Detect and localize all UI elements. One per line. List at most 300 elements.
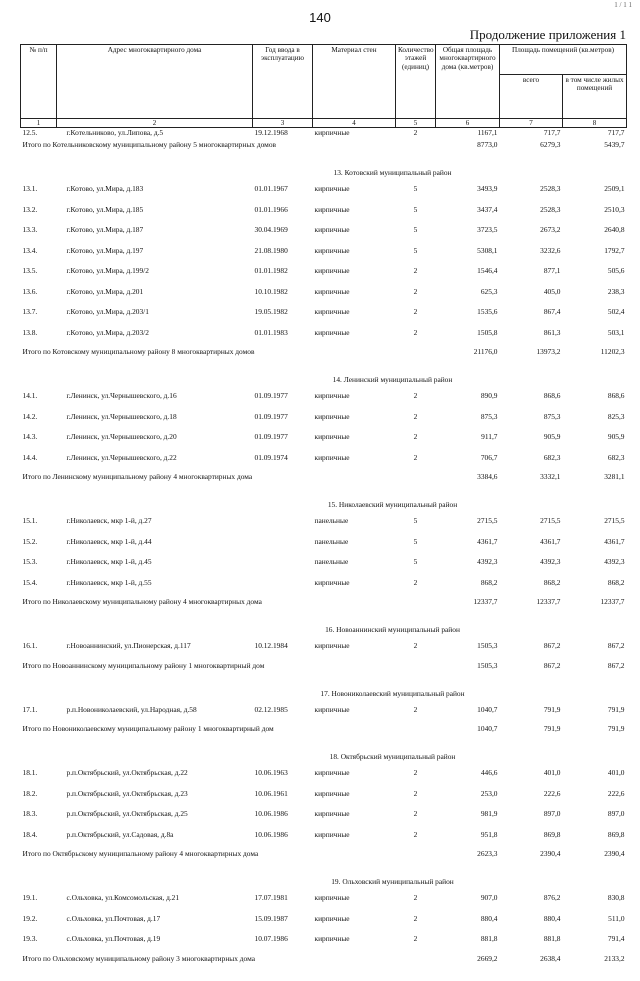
row-year: 15.09.1987	[254, 913, 288, 923]
row-number: 14.3.	[22, 432, 38, 442]
row-number: 15.2.	[22, 536, 38, 546]
row-number: 13.4.	[22, 245, 38, 255]
district-name: 17. Новониколаевский муниципальный район	[320, 688, 465, 698]
row-floors: 5	[413, 557, 418, 567]
total-label: Итого по Ленинскому муниципальному району 4 многоквартирных дома	[22, 472, 253, 482]
row-total-area: 1546,4	[477, 266, 498, 276]
row-floors: 2	[413, 128, 418, 138]
row-year: 21.08.1980	[254, 245, 288, 255]
table-row	[21, 410, 627, 431]
row-living-premises: 905,9	[607, 432, 625, 442]
total-label: Итого по Николаевскому муниципальному району 4 многоквартирных дома	[22, 597, 262, 607]
row-number: 15.1.	[22, 516, 38, 526]
row-address: г.Котово, ул.Мира, д.201	[66, 286, 144, 296]
row-living-premises: 2510,3	[604, 204, 625, 214]
row-material: кирпичные	[314, 184, 350, 194]
row-year: 17.07.1981	[254, 893, 288, 903]
table-row	[21, 912, 627, 933]
row-address: г.Котово, ул.Мира, д.183	[66, 184, 144, 194]
row-total-area: 1040,7	[477, 704, 498, 714]
row-year: 01.09.1977	[254, 411, 288, 421]
table-row	[21, 264, 627, 285]
total-living-premises: 3281,1	[604, 472, 625, 482]
row-living-premises: 830,8	[607, 893, 625, 903]
row-address: г.Котово, ул.Мира, д.185	[66, 204, 144, 214]
header-all: всего	[500, 75, 563, 119]
row-material: кирпичные	[314, 327, 350, 337]
total-area: 3384,6	[477, 472, 498, 482]
table-row	[21, 305, 627, 326]
row-year	[253, 514, 313, 535]
table-row	[21, 223, 627, 244]
row-floors: 2	[413, 641, 418, 651]
total-living-premises: 2390,4	[604, 849, 625, 859]
row-address: г.Ленинск, ул.Чернышевского, д.22	[66, 452, 177, 462]
total-row	[21, 596, 627, 624]
table-row	[21, 430, 627, 451]
col-number: 5	[396, 119, 436, 128]
row-living-premises: 503,1	[607, 327, 625, 337]
row-all-premises: 4392,3	[540, 557, 561, 567]
row-floors: 2	[413, 829, 418, 839]
row-total-area: 890,9	[480, 391, 498, 401]
row-address: г.Николаевск, мкр 1-й, д.44	[66, 536, 152, 546]
row-material: кирпичные	[314, 432, 350, 442]
district-heading	[21, 499, 627, 514]
district-heading	[21, 876, 627, 891]
row-floors: 2	[413, 809, 418, 819]
row-address: с.Ольховка, ул.Комсомольская, д.21	[66, 893, 180, 903]
row-address: г.Котово, ул.Мира, д.199/2	[66, 266, 149, 276]
row-floors: 5	[413, 184, 418, 194]
header-premises-area: Площадь помещений (кв.метров)	[500, 45, 627, 75]
table-row	[21, 326, 627, 347]
col-number: 4	[313, 119, 396, 128]
row-year: 30.04.1969	[254, 225, 288, 235]
row-living-premises: 222,6	[607, 788, 625, 798]
row-total-area: 3493,9	[477, 184, 498, 194]
table-row	[21, 389, 627, 410]
col-number: 6	[436, 119, 500, 128]
row-all-premises: 877,1	[543, 266, 561, 276]
row-living-premises: 2509,1	[604, 184, 625, 194]
row-number: 18.3.	[22, 809, 38, 819]
col-number: 3	[253, 119, 313, 128]
row-living-premises: 401,0	[607, 768, 625, 778]
row-living-premises: 869,8	[607, 829, 625, 839]
total-living-premises: 12337,7	[600, 597, 625, 607]
row-floors: 5	[413, 225, 418, 235]
total-label: Итого по Новониколаевскому муниципальному району 1 многоквартирный дом	[22, 724, 274, 734]
row-number: 19.1.	[22, 893, 38, 903]
row-number: 13.8.	[22, 327, 38, 337]
total-row	[21, 660, 627, 688]
table-row	[21, 128, 627, 140]
row-total-area: 5308,1	[477, 245, 498, 255]
row-year: 01.09.1977	[254, 391, 288, 401]
row-year: 01.01.1967	[254, 184, 288, 194]
row-number: 17.1.	[22, 704, 38, 714]
row-total-area: 253,0	[480, 788, 498, 798]
row-total-area: 3723,5	[477, 225, 498, 235]
row-material: кирпичные	[314, 934, 350, 944]
table-row	[21, 285, 627, 306]
row-total-area: 1535,6	[477, 307, 498, 317]
col-number: 7	[500, 119, 563, 128]
row-number: 13.7.	[22, 307, 38, 317]
row-floors: 5	[413, 204, 418, 214]
row-material: кирпичные	[314, 809, 350, 819]
table-row	[21, 451, 627, 472]
row-floors: 2	[413, 934, 418, 944]
row-year: 19.05.1982	[254, 307, 288, 317]
row-total-area: 868,2	[480, 577, 498, 587]
row-floors: 2	[413, 452, 418, 462]
district-name: 14. Ленинский муниципальный район	[332, 375, 453, 385]
row-floors: 5	[413, 516, 418, 526]
table-row	[21, 703, 627, 724]
row-material: панельные	[314, 536, 349, 546]
district-heading	[21, 374, 627, 389]
row-total-area: 981,9	[480, 809, 498, 819]
row-floors: 2	[413, 704, 418, 714]
row-number: 13.2.	[22, 204, 38, 214]
row-address: г.Котельниково, ул.Липова, д.5	[66, 128, 164, 138]
total-row	[21, 723, 627, 751]
total-living-premises: 867,2	[607, 660, 625, 670]
row-material: панельные	[314, 557, 349, 567]
district-heading	[21, 167, 627, 182]
table-row	[21, 932, 627, 953]
row-year: 10.06.1963	[254, 768, 288, 778]
row-living-premises: 505,6	[607, 266, 625, 276]
row-number: 18.1.	[22, 768, 38, 778]
row-living-premises: 791,9	[607, 704, 625, 714]
row-year: 10.07.1986	[254, 934, 288, 944]
table-row	[21, 244, 627, 265]
row-total-area: 907,0	[480, 893, 498, 903]
row-material: кирпичные	[314, 266, 350, 276]
row-total-area: 875,3	[480, 411, 498, 421]
row-all-premises: 875,3	[543, 411, 561, 421]
row-living-premises: 868,2	[607, 577, 625, 587]
row-address: р.п.Октябрьский, ул.Октябрьская, д.22	[66, 768, 188, 778]
district-heading	[21, 624, 627, 639]
row-number: 14.1.	[22, 391, 38, 401]
row-number: 16.1.	[22, 641, 38, 651]
total-all-premises: 12337,7	[536, 597, 561, 607]
row-material: кирпичные	[314, 893, 350, 903]
district-heading	[21, 688, 627, 703]
row-year: 10.12.1984	[254, 641, 288, 651]
row-all-premises: 4361,7	[540, 536, 561, 546]
row-living-premises: 867,2	[607, 641, 625, 651]
row-year: 10.10.1982	[254, 286, 288, 296]
total-row	[21, 953, 627, 981]
row-year: 02.12.1985	[254, 704, 288, 714]
total-all-premises: 867,2	[543, 660, 561, 670]
row-all-premises: 867,4	[543, 307, 561, 317]
table-row	[21, 807, 627, 828]
row-year: 01.09.1974	[254, 452, 288, 462]
row-all-premises: 717,7	[543, 128, 561, 138]
row-living-premises: 1792,7	[604, 245, 625, 255]
row-floors: 2	[413, 411, 418, 421]
row-number: 19.3.	[22, 934, 38, 944]
row-address: р.п.Октябрьский, ул.Октябрьская, д.25	[66, 809, 188, 819]
row-address: г.Николаевск, мкр 1-й, д.45	[66, 557, 152, 567]
district-name: 16. Новоаннинский муниципальный район	[325, 625, 460, 635]
row-living-premises: 502,4	[607, 307, 625, 317]
row-material: панельные	[314, 516, 349, 526]
district-heading	[21, 751, 627, 766]
header-floors: Количество этажей (единиц)	[396, 45, 436, 119]
row-address: г.Котово, ул.Мира, д.187	[66, 225, 144, 235]
total-area: 1040,7	[477, 724, 498, 734]
row-material: кирпичные	[314, 225, 350, 235]
row-material: кирпичные	[314, 391, 350, 401]
total-living-premises: 5439,7	[604, 140, 625, 150]
row-total-area: 1505,8	[477, 327, 498, 337]
total-all-premises: 791,9	[543, 724, 561, 734]
total-area: 2623,3	[477, 849, 498, 859]
row-address: р.п.Октябрьский, ул.Садовая, д.8а	[66, 829, 174, 839]
table-row	[21, 787, 627, 808]
row-all-premises: 868,2	[543, 577, 561, 587]
row-all-premises: 3232,6	[540, 245, 561, 255]
row-number: 15.3.	[22, 557, 38, 567]
row-year: 01.01.1983	[254, 327, 288, 337]
header-living: в том числе жилых помещений	[563, 75, 627, 119]
row-floors: 2	[413, 913, 418, 923]
row-material: кирпичные	[314, 452, 350, 462]
row-living-premises: 791,4	[607, 934, 625, 944]
row-address: г.Николаевск, мкр 1-й, д.55	[66, 577, 152, 587]
header-total-area: Общая площадь многоквартирного дома (кв.метров)	[436, 45, 500, 119]
total-all-premises: 3332,1	[540, 472, 561, 482]
row-total-area: 1505,3	[477, 641, 498, 651]
row-total-area: 446,6	[480, 768, 498, 778]
total-row	[21, 346, 627, 374]
row-floors: 2	[413, 286, 418, 296]
row-year: 01.01.1966	[254, 204, 288, 214]
table-row	[21, 535, 627, 556]
housing-table	[20, 44, 627, 981]
row-address: г.Ленинск, ул.Чернышевского, д.20	[66, 432, 177, 442]
row-all-premises: 222,6	[543, 788, 561, 798]
district-name: 18. Октябрьский муниципальный район	[329, 752, 456, 762]
row-floors: 5	[413, 245, 418, 255]
total-label: Итого по Котельниковскому муниципальному району 5 многоквартирных домов	[22, 140, 277, 150]
row-number: 14.2.	[22, 411, 38, 421]
row-material: кирпичные	[314, 307, 350, 317]
row-living-premises: 717,7	[607, 128, 625, 138]
table-row	[21, 828, 627, 849]
page-number: 140	[309, 10, 331, 25]
row-floors: 2	[413, 893, 418, 903]
row-address: г.Котово, ул.Мира, д.203/1	[66, 307, 149, 317]
total-label: Итого по Ольховскому муниципальному району 3 многоквартирных дома	[22, 953, 256, 963]
row-number: 18.4.	[22, 829, 38, 839]
row-living-premises: 2715,5	[604, 516, 625, 526]
col-number: 1	[21, 119, 57, 128]
row-year: 01.01.1982	[254, 266, 288, 276]
row-address: г.Николаевск, мкр 1-й, д.27	[66, 516, 152, 526]
row-all-premises: 905,9	[543, 432, 561, 442]
row-all-premises: 881,8	[543, 934, 561, 944]
row-floors: 2	[413, 577, 418, 587]
total-row	[21, 848, 627, 876]
total-area: 2669,2	[477, 953, 498, 963]
row-floors: 2	[413, 327, 418, 337]
table-row	[21, 639, 627, 660]
row-material: кирпичные	[314, 788, 350, 798]
district-name: 13. Котовский муниципальный район	[333, 168, 452, 178]
total-label: Итого по Октябрьскому муниципальному району 4 многоквартирных дома	[22, 849, 259, 859]
row-living-premises: 2640,8	[604, 225, 625, 235]
total-label: Итого по Котовскому муниципальному району 8 многоквартирных домов	[22, 347, 255, 357]
row-year: 10.06.1961	[254, 788, 288, 798]
row-all-premises: 867,2	[543, 641, 561, 651]
header-year: Год ввода в эксплуатацию	[253, 45, 313, 119]
row-total-area: 4361,7	[477, 536, 498, 546]
district-name: 19. Ольховский муниципальный район	[331, 877, 454, 887]
col-number: 2	[57, 119, 253, 128]
table-body	[21, 128, 627, 981]
row-living-premises: 4392,3	[604, 557, 625, 567]
total-all-premises: 13973,2	[536, 347, 561, 357]
row-living-premises: 682,3	[607, 452, 625, 462]
row-material: кирпичные	[314, 768, 350, 778]
row-all-premises: 401,0	[543, 768, 561, 778]
row-address: г.Новоаннинский, ул.Пионерская, д.117	[66, 641, 191, 651]
row-total-area: 2715,5	[477, 516, 498, 526]
row-total-area: 3437,4	[477, 204, 498, 214]
total-living-premises: 2133,2	[604, 953, 625, 963]
row-material: кирпичные	[314, 286, 350, 296]
total-all-premises: 2638,4	[540, 953, 561, 963]
row-material: кирпичные	[314, 128, 350, 138]
row-total-area: 951,8	[480, 829, 498, 839]
row-living-premises: 4361,7	[604, 536, 625, 546]
row-total-area: 706,7	[480, 452, 498, 462]
row-material: кирпичные	[314, 204, 350, 214]
row-address: р.п.Новониколаевский, ул.Народная, д.58	[66, 704, 197, 714]
row-address: с.Ольховка, ул.Почтовая, д.19	[66, 934, 161, 944]
row-all-premises: 791,9	[543, 704, 561, 714]
row-number: 12.5.	[22, 128, 38, 138]
district-name: 15. Николаевский муниципальный район	[327, 500, 458, 510]
row-floors: 2	[413, 266, 418, 276]
row-all-premises: 861,3	[543, 327, 561, 337]
row-year: 01.09.1977	[254, 432, 288, 442]
row-year	[253, 555, 313, 576]
row-year: 10.06.1986	[254, 809, 288, 819]
total-all-premises: 2390,4	[540, 849, 561, 859]
row-year: 10.06.1986	[254, 829, 288, 839]
table-row	[21, 514, 627, 535]
row-number: 14.4.	[22, 452, 38, 462]
row-all-premises: 2528,3	[540, 184, 561, 194]
row-address: г.Ленинск, ул.Чернышевского, д.16	[66, 391, 177, 401]
col-number: 8	[563, 119, 627, 128]
row-all-premises: 869,8	[543, 829, 561, 839]
row-all-premises: 2673,2	[540, 225, 561, 235]
row-all-premises: 876,2	[543, 893, 561, 903]
row-floors: 2	[413, 307, 418, 317]
row-address: г.Ленинск, ул.Чернышевского, д.18	[66, 411, 177, 421]
total-area: 8773,0	[477, 140, 498, 150]
total-all-premises: 6279,3	[540, 140, 561, 150]
row-material: кирпичные	[314, 411, 350, 421]
row-year: 19.12.1968	[254, 128, 288, 138]
row-total-area: 881,8	[480, 934, 498, 944]
total-label: Итого по Новоаннинскому муниципальному району 1 многоквартирный дом	[22, 660, 265, 670]
row-all-premises: 897,0	[543, 809, 561, 819]
total-area: 12337,7	[473, 597, 498, 607]
row-year	[253, 535, 313, 556]
row-material: кирпичные	[314, 704, 350, 714]
row-address: р.п.Октябрьский, ул.Октябрьская, д.23	[66, 788, 188, 798]
row-all-premises: 868,6	[543, 391, 561, 401]
row-number: 15.4.	[22, 577, 38, 587]
row-year	[253, 576, 313, 597]
row-total-area: 4392,3	[477, 557, 498, 567]
row-floors: 2	[413, 788, 418, 798]
row-total-area: 625,3	[480, 286, 498, 296]
table-row	[21, 891, 627, 912]
row-living-premises: 238,3	[607, 286, 625, 296]
row-living-premises: 825,3	[607, 411, 625, 421]
row-all-premises: 405,0	[543, 286, 561, 296]
row-total-area: 880,4	[480, 913, 498, 923]
table-row	[21, 766, 627, 787]
row-material: кирпичные	[314, 913, 350, 923]
row-floors: 5	[413, 536, 418, 546]
row-floors: 2	[413, 768, 418, 778]
total-living-premises: 11202,3	[600, 347, 625, 357]
table-row	[21, 182, 627, 203]
row-living-premises: 868,6	[607, 391, 625, 401]
row-address: г.Котово, ул.Мира, д.203/2	[66, 327, 149, 337]
row-all-premises: 880,4	[543, 913, 561, 923]
row-total-area: 1167,1	[477, 128, 498, 138]
total-row	[21, 139, 627, 167]
row-address: с.Ольховка, ул.Почтовая, д.17	[66, 913, 161, 923]
total-living-premises: 791,9	[607, 724, 625, 734]
appendix-continuation-title: Продолжение приложения 1	[469, 27, 626, 42]
row-material: кирпичные	[314, 245, 350, 255]
total-area: 21176,0	[473, 347, 498, 357]
table-row	[21, 203, 627, 224]
row-floors: 2	[413, 391, 418, 401]
row-material: кирпичные	[314, 829, 350, 839]
row-all-premises: 682,3	[543, 452, 561, 462]
total-row	[21, 471, 627, 499]
row-number: 19.2.	[22, 913, 38, 923]
row-number: 13.1.	[22, 184, 38, 194]
row-number: 13.5.	[22, 266, 38, 276]
row-number: 13.6.	[22, 286, 38, 296]
row-number: 18.2.	[22, 788, 38, 798]
row-living-premises: 897,0	[607, 809, 625, 819]
row-all-premises: 2528,3	[540, 204, 561, 214]
row-material: кирпичные	[314, 577, 350, 587]
row-living-premises: 511,0	[608, 913, 625, 923]
corner-mark: 1 / 1 1	[614, 1, 632, 9]
header-num: № п/п	[21, 45, 57, 119]
table-row	[21, 576, 627, 597]
